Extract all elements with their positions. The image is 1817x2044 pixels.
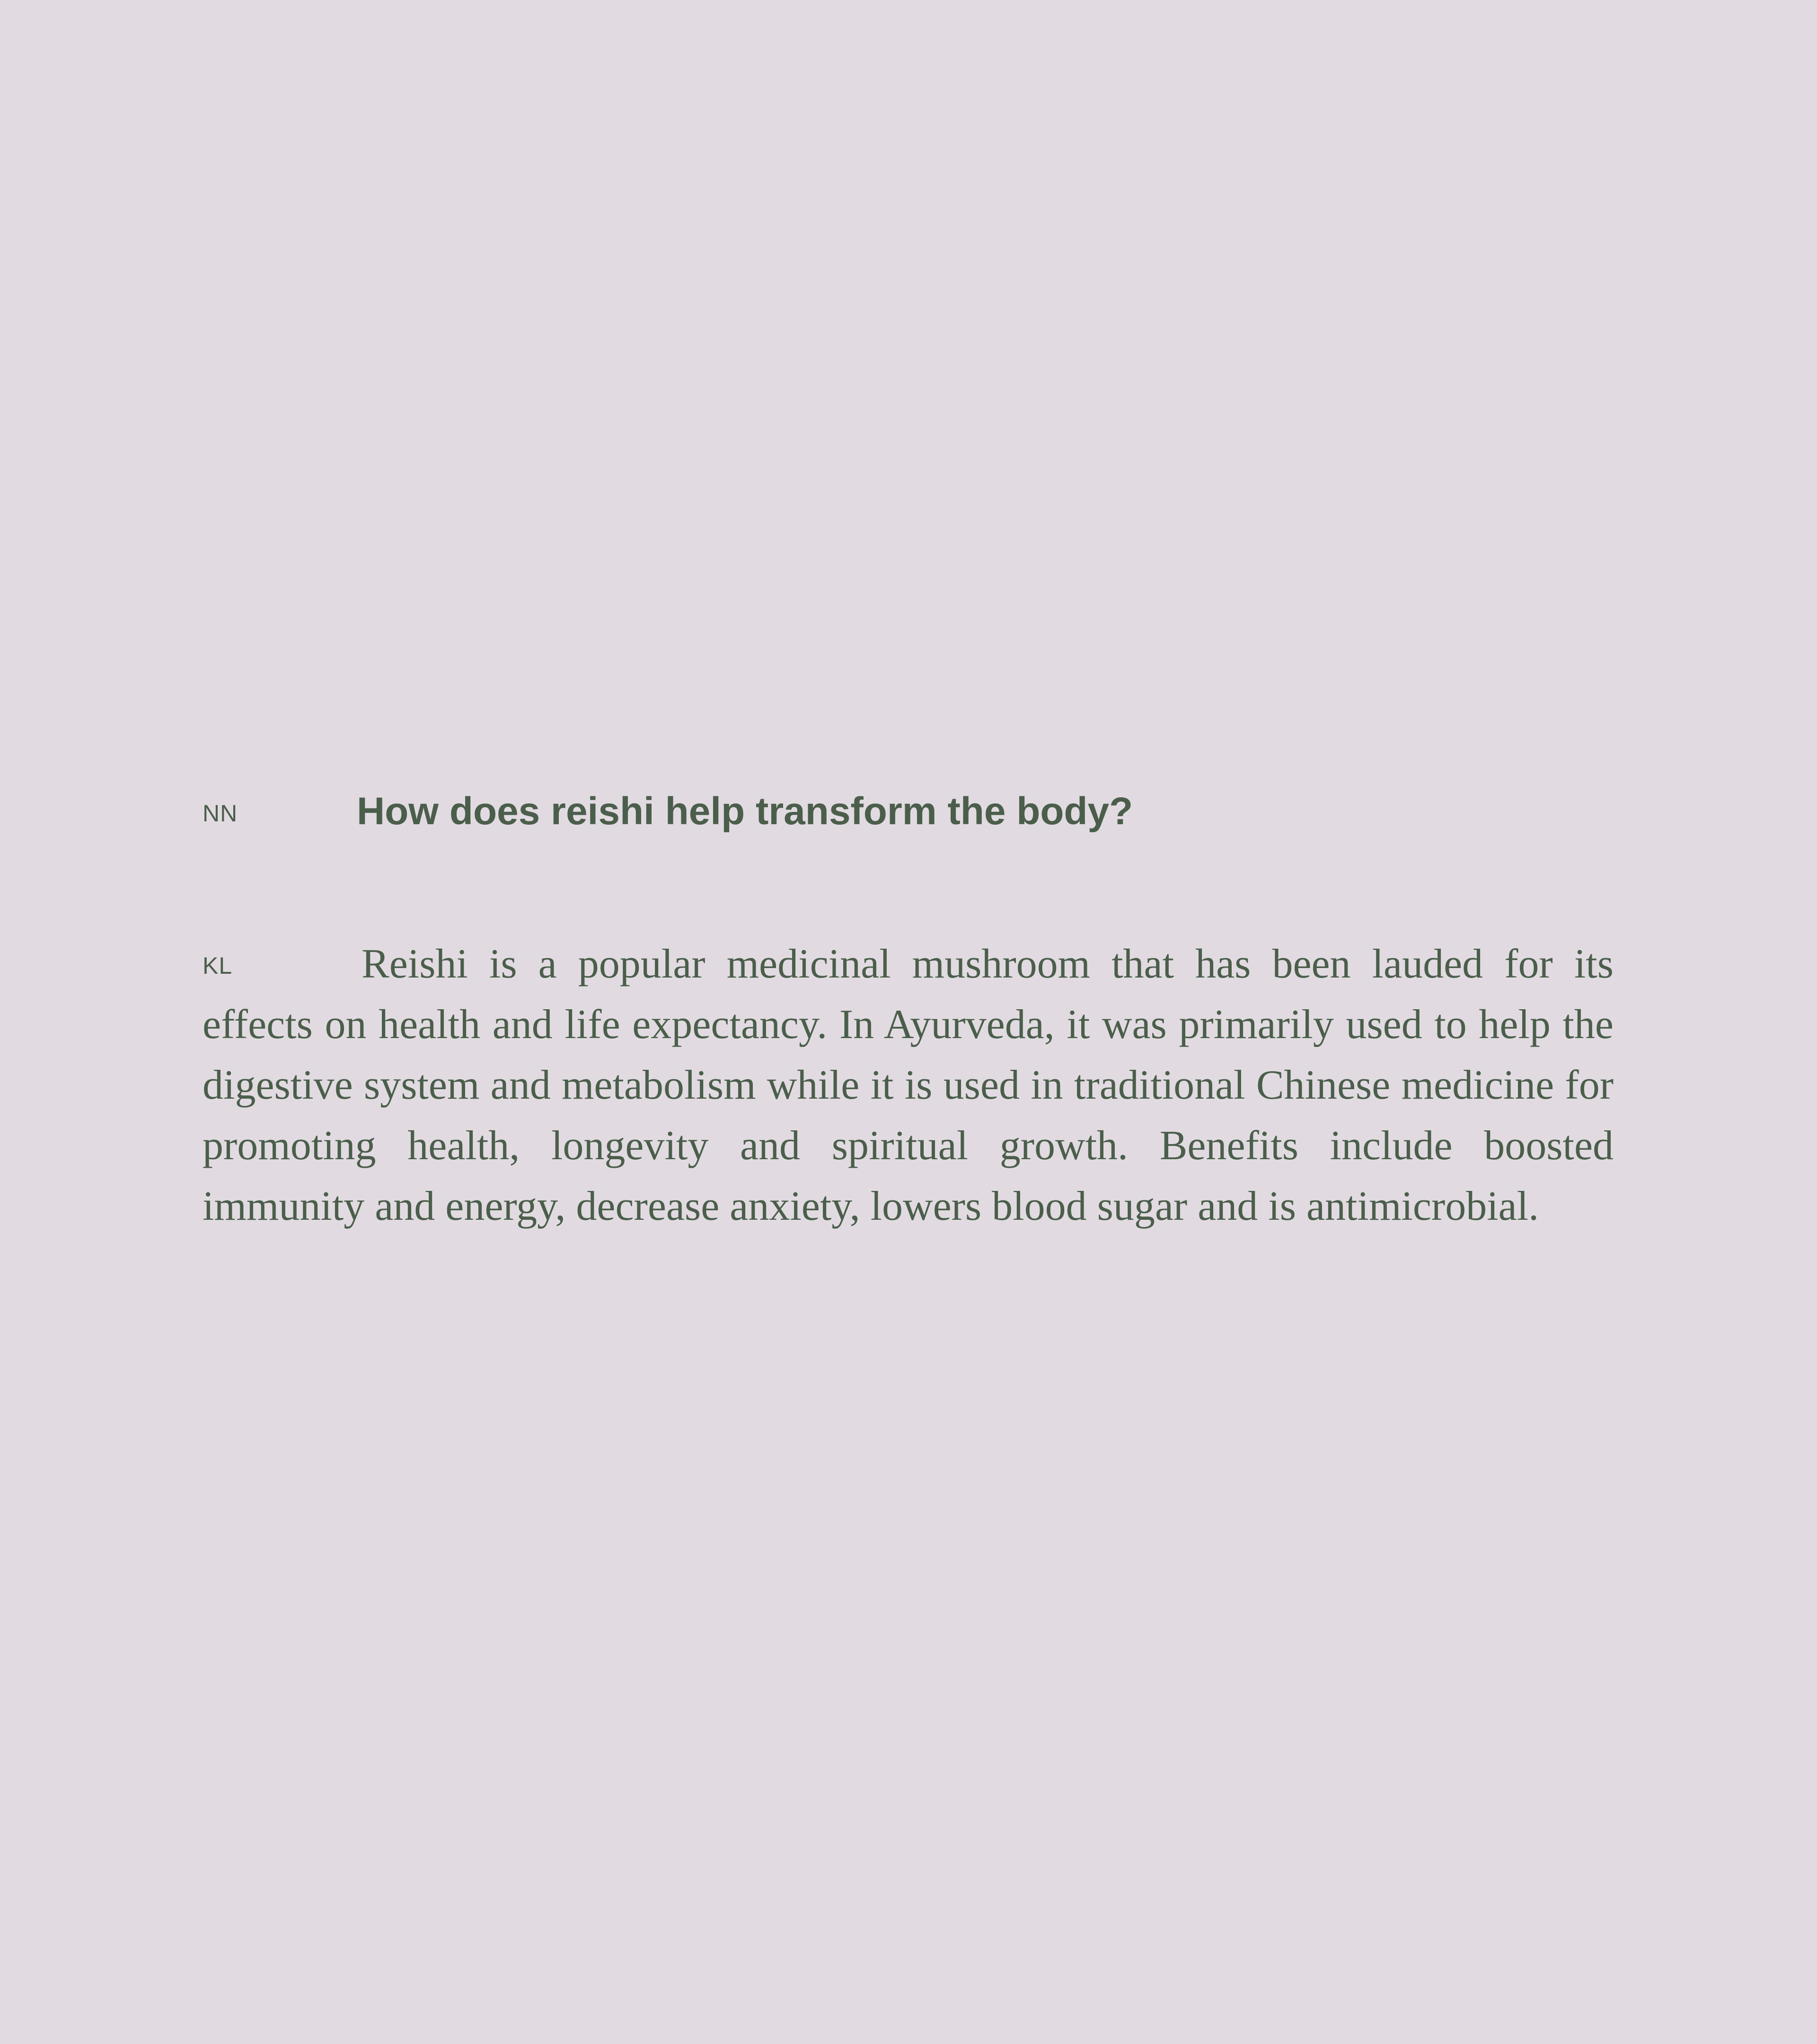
question-initials: NN (203, 800, 238, 827)
question-row (203, 781, 1614, 837)
question-heading: How does reishi help transform the body? (357, 790, 1133, 833)
qa-section (203, 781, 1614, 1237)
answer-initials: KL (203, 952, 233, 979)
answer-paragraph: Reishi is a popular medicinal mushroom that has been lauded for its effects on health and life expectancy. In Ayurveda, it was primarily used to help the digestive system and metabolism while it is used in traditional Chinese medicine for promoting health, longevity and spiritual growth. Benefits include boosted immunity and energy, decrease anxiety, lowers blood sugar and is antimicrobial. (203, 941, 1614, 1229)
answer-row (203, 934, 1614, 1237)
